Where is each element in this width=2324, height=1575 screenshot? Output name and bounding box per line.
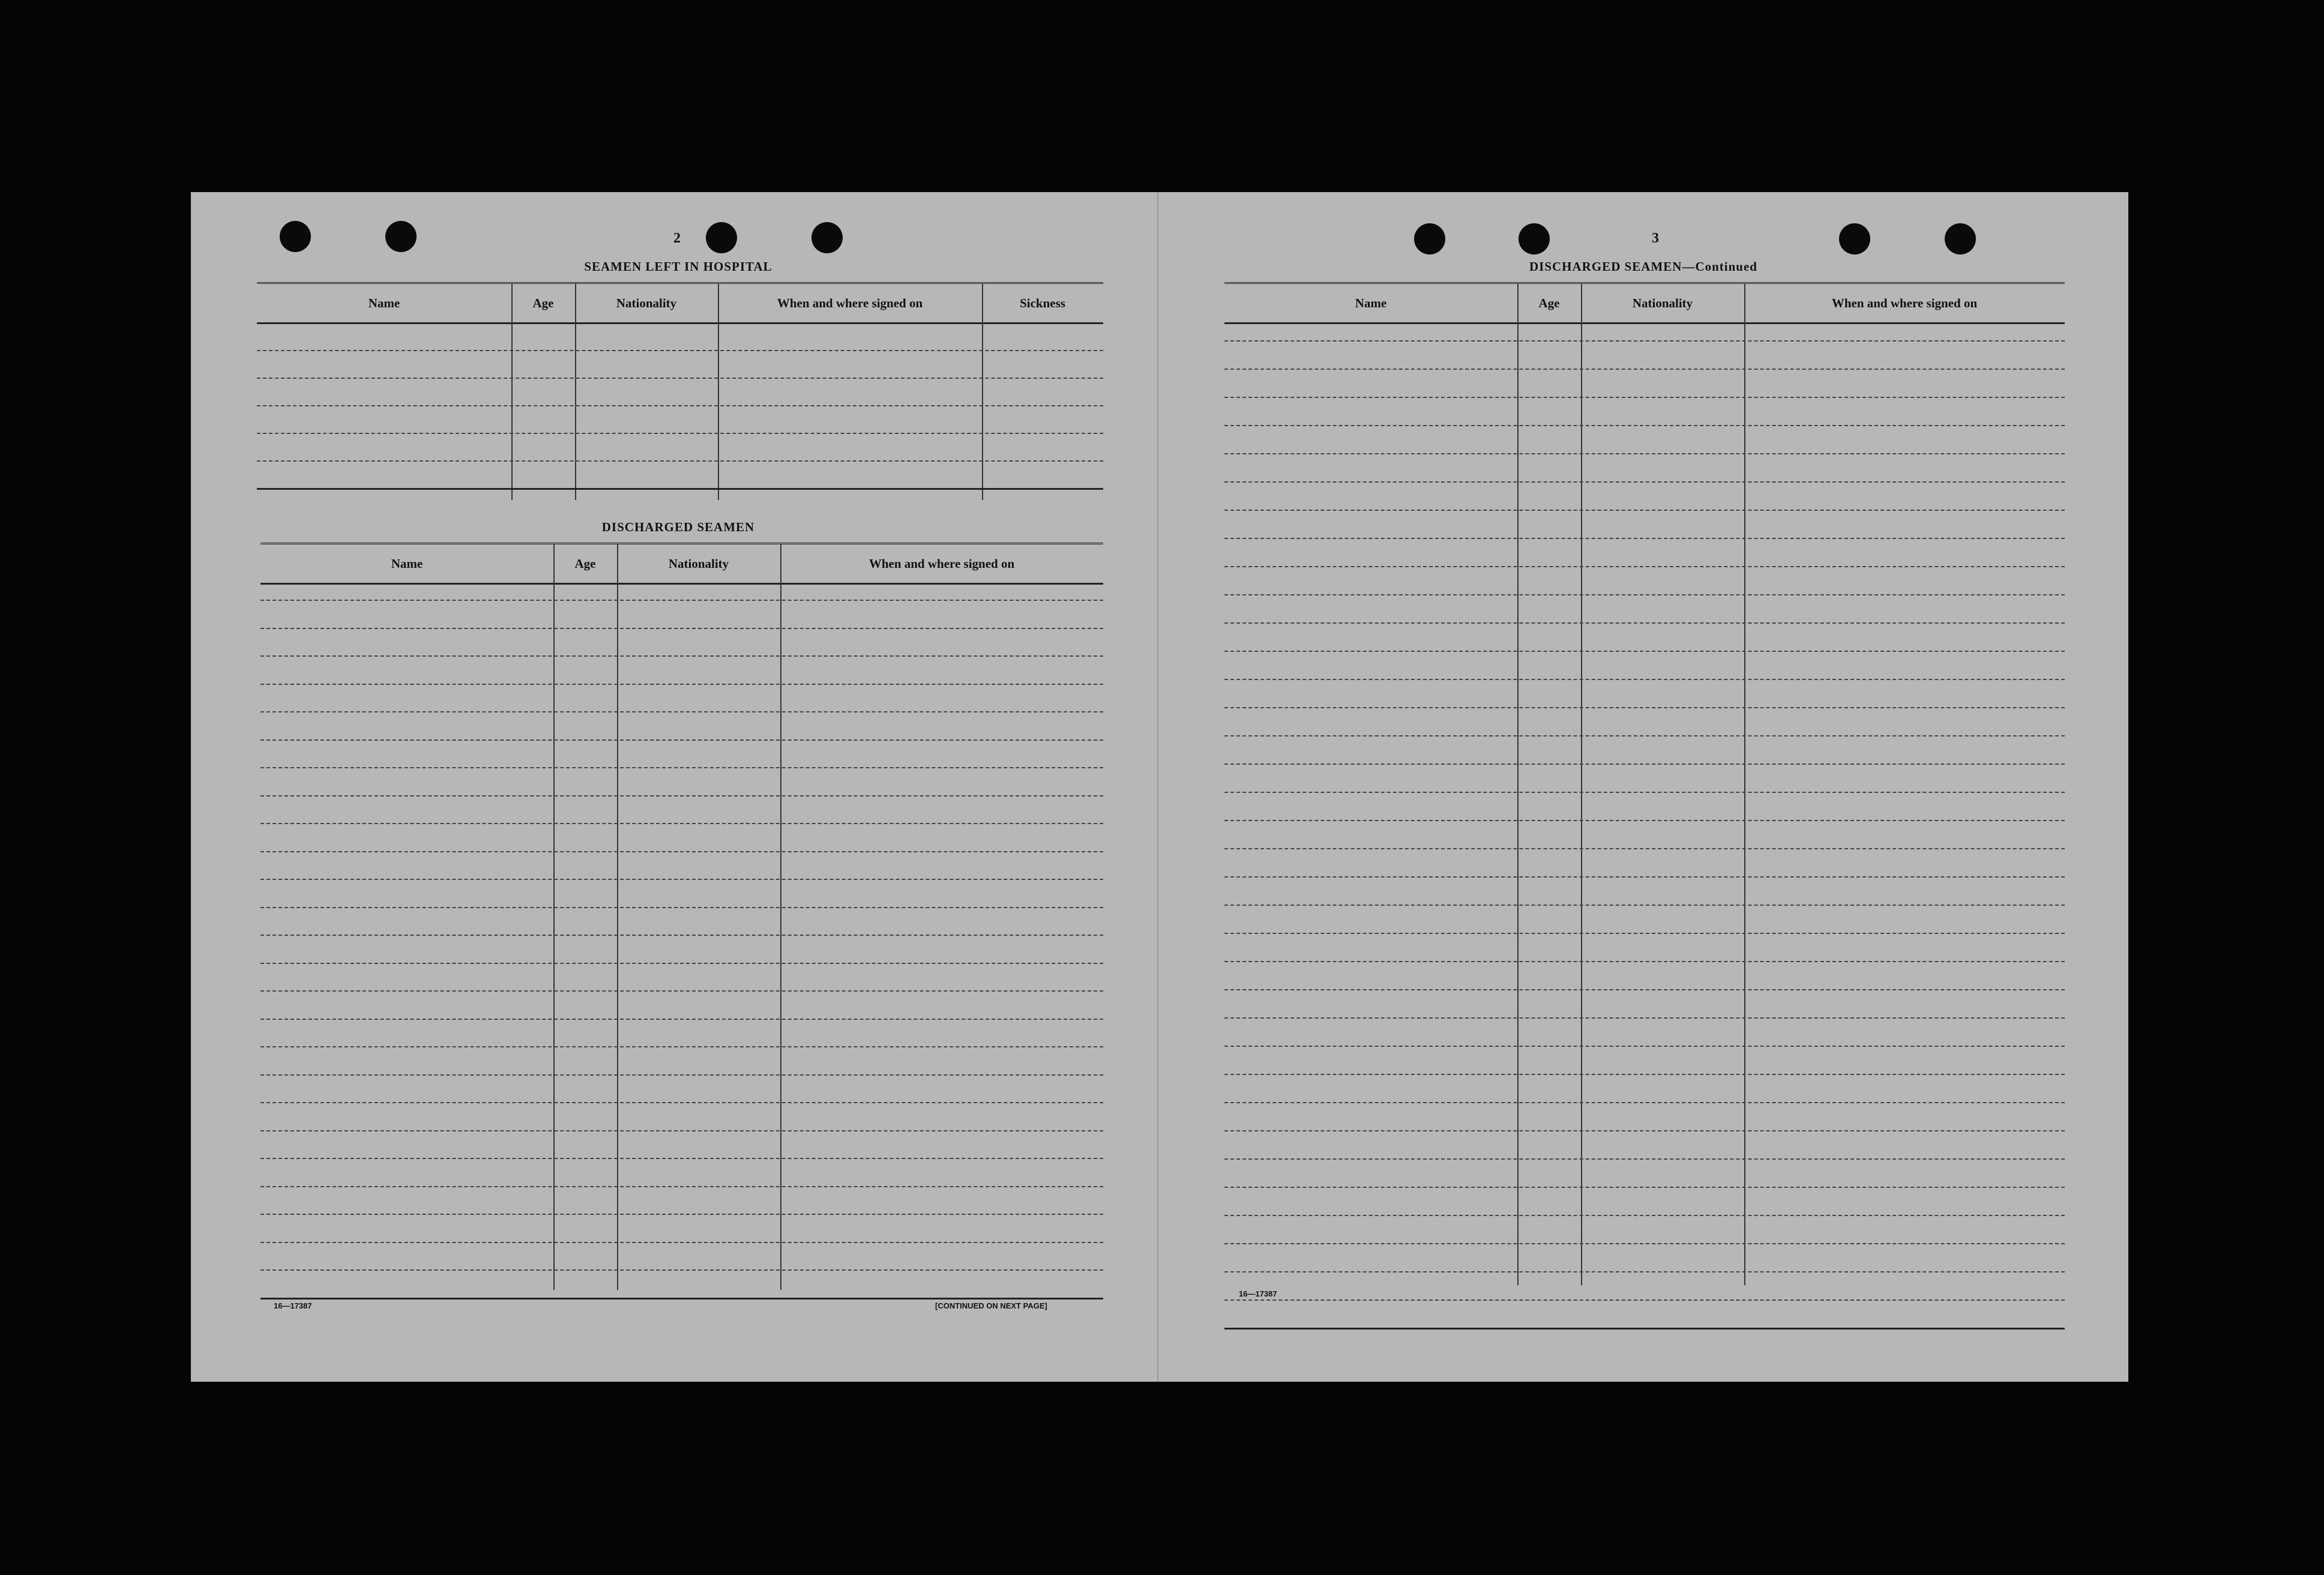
row-line (260, 935, 1103, 936)
row-line (1224, 594, 2065, 595)
row-line (257, 350, 1103, 351)
row-line (1224, 453, 2065, 454)
punch-hole (706, 222, 737, 253)
row-line (260, 1242, 1103, 1243)
punch-hole (1519, 223, 1550, 254)
document-sheet (191, 192, 2128, 1382)
row-line (1224, 510, 2065, 511)
column-divider (575, 284, 576, 500)
col-header-signed-on: When and where signed on (868, 556, 1015, 571)
row-line (257, 488, 1103, 490)
column-divider (982, 284, 983, 500)
column-divider (511, 284, 513, 500)
row-line (1224, 397, 2065, 398)
row-line (260, 879, 1103, 880)
discharged-continued-title: DISCHARGED SEAMEN—Continued (1529, 259, 1757, 274)
punch-hole (1839, 223, 1870, 254)
row-line (260, 1074, 1103, 1076)
punch-hole (1414, 223, 1445, 254)
row-line (260, 851, 1103, 852)
row-line (257, 378, 1103, 379)
row-line (1224, 566, 2065, 567)
discharged-section-title: DISCHARGED SEAMEN (601, 520, 755, 534)
punch-hole (811, 222, 843, 253)
row-line (1224, 622, 2065, 624)
punch-hole (1945, 223, 1976, 254)
row-line (1224, 679, 2065, 680)
row-line (260, 739, 1103, 741)
form-number-left: 16—17387 (274, 1301, 312, 1310)
row-line (1224, 1158, 2065, 1160)
discharged-continued-table (1224, 282, 2065, 1303)
row-line (1224, 961, 2065, 962)
row-line (260, 1046, 1103, 1047)
col-header-age: Age (574, 556, 596, 571)
punch-hole (385, 221, 417, 252)
col-header-signed-on: When and where signed on (1831, 296, 1978, 310)
row-line (260, 1186, 1103, 1187)
discharged-table-header (260, 544, 1103, 585)
row-line (260, 1102, 1103, 1103)
column-divider (1517, 284, 1519, 1285)
row-line (1224, 1046, 2065, 1047)
col-header-name: Name (1355, 296, 1387, 310)
row-line (257, 460, 1103, 462)
row-line (260, 907, 1103, 908)
row-line (1224, 989, 2065, 990)
row-line (1224, 763, 2065, 765)
punch-hole (280, 221, 311, 252)
col-header-age: Age (532, 296, 554, 310)
row-line (1224, 933, 2065, 934)
column-divider (1744, 284, 1745, 1285)
row-line (260, 823, 1103, 824)
page-fold (1157, 192, 1158, 1382)
discharged-table (260, 543, 1103, 1295)
row-line (1224, 820, 2065, 821)
row-line (257, 433, 1103, 434)
row-line (260, 795, 1103, 797)
col-header-signed-on: When and where signed on (777, 296, 923, 310)
row-line (260, 990, 1103, 992)
row-line (1224, 1187, 2065, 1188)
row-line (260, 963, 1103, 964)
row-line (260, 1269, 1103, 1271)
row-line (260, 1158, 1103, 1159)
form-number-right: 16—17387 (1239, 1289, 1277, 1298)
row-line (260, 711, 1103, 712)
col-header-nationality: Nationality (1632, 296, 1693, 310)
col-header-nationality: Nationality (616, 296, 677, 310)
row-line (1224, 1299, 2065, 1301)
row-line (1224, 792, 2065, 793)
col-header-age: Age (1538, 296, 1560, 310)
row-line (257, 405, 1103, 406)
row-line (1224, 1074, 2065, 1075)
row-line (1224, 876, 2065, 878)
row-line (1224, 1271, 2065, 1272)
row-line (260, 1298, 1103, 1299)
row-line (1224, 848, 2065, 849)
hospital-section-title: SEAMEN LEFT IN HOSPITAL (584, 259, 772, 274)
col-header-sickness: Sickness (1020, 296, 1065, 310)
column-divider (1581, 284, 1582, 1285)
row-line (260, 600, 1103, 601)
row-line (1224, 651, 2065, 652)
discharged-continued-table-header (1224, 284, 2065, 324)
row-line (1224, 1328, 2065, 1330)
col-header-name: Name (391, 556, 423, 571)
row-line (1224, 1243, 2065, 1244)
row-line (260, 655, 1103, 657)
row-line (1224, 538, 2065, 539)
row-line (260, 1019, 1103, 1020)
row-line (1224, 707, 2065, 708)
hospital-table-header (257, 284, 1103, 324)
row-line (1224, 369, 2065, 370)
row-line (1224, 1215, 2065, 1216)
col-header-name: Name (368, 296, 400, 310)
hospital-table (257, 282, 1103, 500)
page-number-left: 2 (673, 230, 681, 246)
row-line (1224, 1102, 2065, 1103)
row-line (1224, 1017, 2065, 1019)
row-line (1224, 481, 2065, 483)
row-line (1224, 735, 2065, 736)
row-line (1224, 905, 2065, 906)
page-number-right: 3 (1652, 230, 1659, 246)
row-line (260, 767, 1103, 768)
continued-note: [CONTINUED ON NEXT PAGE] (935, 1301, 1047, 1310)
row-line (1224, 425, 2065, 426)
row-line (1224, 340, 2065, 342)
row-line (260, 684, 1103, 685)
row-line (1224, 1130, 2065, 1131)
col-header-nationality: Nationality (668, 556, 729, 571)
row-line (260, 628, 1103, 629)
row-line (260, 1214, 1103, 1215)
row-line (260, 1130, 1103, 1131)
column-divider (718, 284, 719, 500)
